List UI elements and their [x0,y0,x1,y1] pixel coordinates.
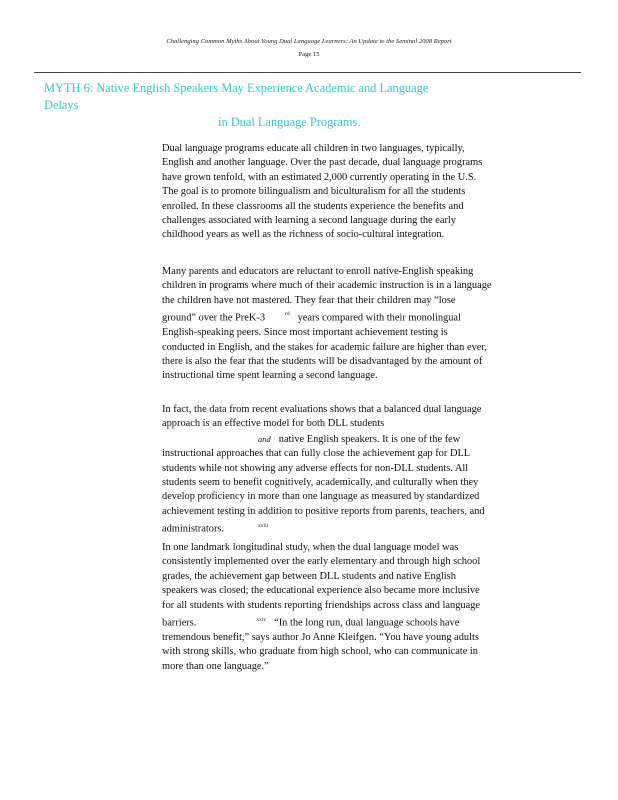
paragraph-3-emphasis: and [258,433,271,444]
page-number: Page 15 [298,51,320,58]
paragraph-4-part-b: “In the long run, dual language schools have tremendous benefit,” says author Jo Anne Kleifgen. “You have young adults with strong skills, who graduate from high school, who can communicate in more than one language.” [162,617,479,672]
paragraph-1: Dual language programs educate all children in two languages, typically, English and another language. Over the past decade, dual language programs have grown tenfold, with an estimated 2,000 currently operating in the U.S. The goal is to promote bilingualism and biculturalism for all the students enrolled. In these classrooms all the students experience the benefits and challenges associated with learning a second language during the early childhood years as well as the richness of socio-cultural integration. [162,143,483,241]
paragraph-3 [162,403,492,537]
paragraph-2 [162,265,492,384]
header-divider [34,72,581,73]
paragraph-2-part-a: Many parents and educators are reluctant to enroll native-English speaking children in programs where much of their academic instruction is in a language the children have not mastered. They fear that their children may “lose ground” over the PreK-3 [162,266,492,324]
ordinal-superscript: rd [285,311,290,318]
paragraph-4-part-a: In one landmark longitudinal study, when the dual language model was consistently implemented over the early elementary and through high school grades, the achievement gap between DLL students and native English speakers was closed; the educational experience also became more inclusive for all students with students reporting friendships across class and language barriers. [162,542,481,629]
paragraph-3-part-c: It is one of the few instructional approaches that can fully close the achievement gap for DLL students while not showing any adverse effects for non-DLL students. All students seem to benefit cognitively, academically, and culturally when they develop proficiency in more than one language as measured by standardized achievement testing in addition to positive reports from parents, teachers, and administrators. [162,433,485,535]
endnote-ref-xxiii: xxiii [258,523,269,530]
section-title-line-1: MYTH 6: Native English Speakers May Experience Academic and Language Delays [44,81,429,112]
paragraph-4 [162,541,492,674]
section-title-line-2: in Dual Language Programs. [218,115,361,129]
paragraph-3-part-b: native English speakers. [278,433,380,445]
paragraph-2-part-b: years compared with their monolingual English-speaking peers. Since most important achievement testing is conducted in English, and the stakes for academic failure are higher than ever, there is also the fear that the students will be disadvantaged by the amount of instructional time spent learning a second language. [162,312,488,382]
endnote-ref-xxiv: xxiv [256,617,267,624]
paragraph-3-part-a: In fact, the data from recent evaluations shows that a balanced dual language approach is an effective model for both DLL students [162,404,482,430]
section-title [44,80,444,131]
running-header-title: Challenging Common Myths About Young Dual Language Learners: An Update to the Seminal 2008 Report [166,38,452,45]
